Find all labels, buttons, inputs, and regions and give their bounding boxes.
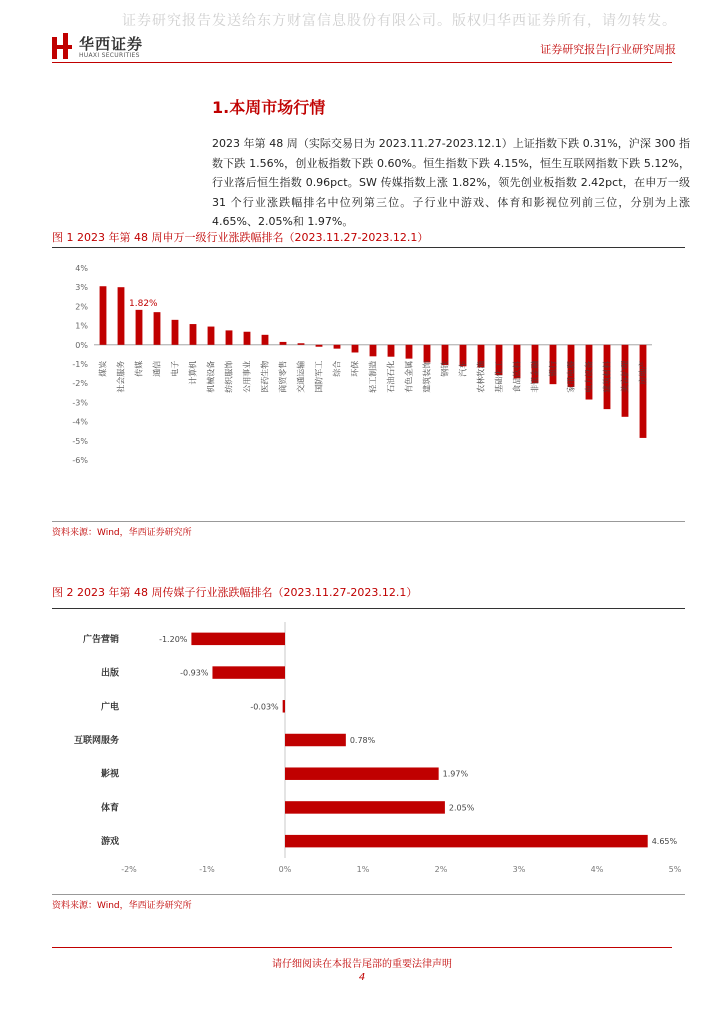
x-tick-label: 汽车 <box>458 360 468 377</box>
media-subsector-chart <box>52 618 685 890</box>
value-label: 1.97% <box>442 769 469 779</box>
bar-影视 <box>285 767 439 779</box>
bar-互联网服务 <box>285 734 346 746</box>
x-tick-label: 食品饮料 <box>512 360 522 393</box>
bar-体育 <box>285 801 445 813</box>
bar-综合 <box>334 345 341 349</box>
huaxi-logo-icon <box>52 33 72 59</box>
x-tick-label: 公用事业 <box>242 360 252 393</box>
bar-煤炭 <box>100 286 107 345</box>
x-tick-label: 机械设备 <box>206 360 216 393</box>
bar-传媒 <box>136 310 143 345</box>
y-tick-label: 广电 <box>100 702 119 713</box>
figure2-caption: 图 2 2023 年第 48 周传媒子行业涨跌幅排名（2023.11.27-2023.12.1） <box>52 586 418 599</box>
figure2-source: 资料来源：Wind，华西证券研究所 <box>52 901 192 911</box>
x-tick-label: 石油石化 <box>386 360 396 393</box>
y-tick-label: -2% <box>72 379 88 389</box>
bar-社会服务 <box>118 287 125 345</box>
bar-房地产 <box>640 345 647 438</box>
x-tick-label: -1% <box>199 865 215 874</box>
y-tick-label: 0% <box>75 340 88 350</box>
bar-国防军工 <box>316 345 323 347</box>
figure2-top-rule <box>52 608 685 609</box>
y-tick-label: 影视 <box>100 769 119 780</box>
bar-商贸零售 <box>280 342 287 345</box>
bar-交通运输 <box>298 343 305 345</box>
bar-有色金属 <box>406 345 413 359</box>
bar-通信 <box>154 312 161 345</box>
value-label: -0.93% <box>180 668 209 678</box>
x-tick-label: 非银金融 <box>530 360 540 393</box>
bar-出版 <box>212 666 285 678</box>
x-tick-label: 家用电器 <box>566 360 576 393</box>
x-tick-label: 0% <box>278 865 292 874</box>
footer-divider <box>52 947 672 948</box>
huaxi-logo <box>52 33 152 63</box>
y-tick-label: 4% <box>75 264 88 273</box>
bar-环保 <box>352 345 359 353</box>
x-tick-label: 电子 <box>170 360 180 377</box>
bar-轻工制造 <box>370 345 377 357</box>
y-tick-label: 体育 <box>100 803 119 814</box>
x-tick-label: 银行 <box>548 360 558 377</box>
bar-广电 <box>283 700 285 712</box>
y-tick-label: 出版 <box>100 668 119 679</box>
x-tick-label: 轻工制造 <box>368 360 378 393</box>
section-title: 1.本周市场行情 <box>212 98 326 117</box>
x-tick-label: 煤炭 <box>98 360 108 377</box>
x-tick-label: 建筑装饰 <box>422 360 432 393</box>
bar-计算机 <box>190 324 197 345</box>
x-tick-label: 计算机 <box>188 360 198 385</box>
figure2-bottom-rule <box>52 894 685 895</box>
x-tick-label: 国防军工 <box>314 360 324 393</box>
x-tick-label: 传媒 <box>134 360 144 377</box>
bar-电子 <box>172 320 179 345</box>
x-tick-label: 综合 <box>332 360 342 377</box>
x-tick-label: 社会服务 <box>116 360 126 393</box>
value-label: 2.05% <box>448 803 475 813</box>
header-divider <box>52 62 672 63</box>
bar-广告营销 <box>191 633 285 645</box>
y-tick-label: -5% <box>72 436 88 446</box>
x-tick-label: 3% <box>512 865 526 874</box>
report-type: 证券研究报告|行业研究周报 <box>540 43 676 56</box>
bar-医药生物 <box>262 335 269 345</box>
x-tick-label: 建筑材料 <box>602 360 612 393</box>
y-tick-label: -3% <box>72 398 88 408</box>
y-tick-label: 2% <box>75 302 88 312</box>
figure1-caption: 图 1 2023 年第 48 周申万一级行业涨跌幅排名（2023.11.27-2023.12.1） <box>52 231 429 244</box>
x-tick-label: 4% <box>590 865 604 874</box>
x-tick-label: 5% <box>668 865 682 874</box>
x-tick-label: 有色金属 <box>404 360 414 393</box>
value-label: -1.20% <box>159 634 188 644</box>
x-tick-label: 房地产 <box>638 360 648 385</box>
x-tick-label: 交通运输 <box>296 360 306 393</box>
x-tick-label: 基础化工 <box>494 360 504 393</box>
logo-cn-text: 华西证券 <box>79 35 144 53</box>
bar-纺织服饰 <box>226 330 233 344</box>
x-tick-label: 2% <box>434 865 448 874</box>
industry-ranking-chart <box>52 255 685 520</box>
watermark-text: 证券研究报告发送给东方财富信息股份有限公司。版权归华西证券所有，请勿转发。 <box>122 13 677 29</box>
value-label: 0.78% <box>349 736 376 745</box>
y-tick-label: 广告营销 <box>82 634 119 645</box>
bar-石油石化 <box>388 345 395 357</box>
y-tick-label: 互联网服务 <box>73 736 119 746</box>
y-tick-label: -1% <box>72 360 88 369</box>
figure1-top-rule <box>52 247 685 248</box>
page-number: 4 <box>358 972 366 983</box>
value-label: 4.65% <box>651 837 678 847</box>
value-label: -0.03% <box>250 702 279 712</box>
x-tick-label: 农林牧渔 <box>476 360 486 393</box>
x-tick-label: 1% <box>356 865 370 874</box>
bar-公用事业 <box>244 332 251 345</box>
x-tick-label: 环保 <box>350 360 360 377</box>
legal-notice: 请仔细阅读在本报告尾部的重要法律声明 <box>272 959 452 970</box>
x-tick-label: 商贸零售 <box>278 360 288 393</box>
x-tick-label: 医药生物 <box>260 360 270 393</box>
bar-建筑装饰 <box>424 345 431 363</box>
x-tick-label: 纺织服饰 <box>224 360 234 393</box>
y-tick-label: 1% <box>75 321 88 331</box>
bar-游戏 <box>285 835 648 847</box>
y-tick-label: 3% <box>75 283 88 293</box>
x-tick-label: 通信 <box>152 360 162 377</box>
figure1-bottom-rule <box>52 521 685 522</box>
x-tick-label: 钢铁 <box>440 360 450 377</box>
x-tick-label: 电力设备 <box>584 360 594 393</box>
y-tick-label: 游戏 <box>100 837 119 848</box>
summary-paragraph: 2023 年第 48 周（实际交易日为 2023.11.27-2023.12.1）上证指数下跌 0.31%，沪深 300 指数下跌 1.56%，创业板指数下跌 0.60%。恒生指数下跌 4.15%，恒生互联网指数下跌 5.12%，行业落后恒生指数 0.96pct。SW 传媒指数上涨 1.82%，领先创业板指数 2.42pct，在申万一级 31 个行业涨跌幅排名中位列第三位。子行业中游戏、体育和影视位列前三位，分别为上涨 4.65%、2.05%和 1.97%。 <box>212 137 690 228</box>
x-tick-label: -2% <box>121 865 137 874</box>
logo-en-text: HUAXI SECURITIES <box>79 52 140 59</box>
data-label: 1.82% <box>129 298 158 309</box>
y-tick-label: -4% <box>72 417 88 427</box>
figure1-source: 资料来源：Wind，华西证券研究所 <box>52 528 192 538</box>
y-tick-label: -6% <box>72 456 88 465</box>
bar-机械设备 <box>208 327 215 345</box>
x-tick-label: 美容护理 <box>620 360 630 393</box>
